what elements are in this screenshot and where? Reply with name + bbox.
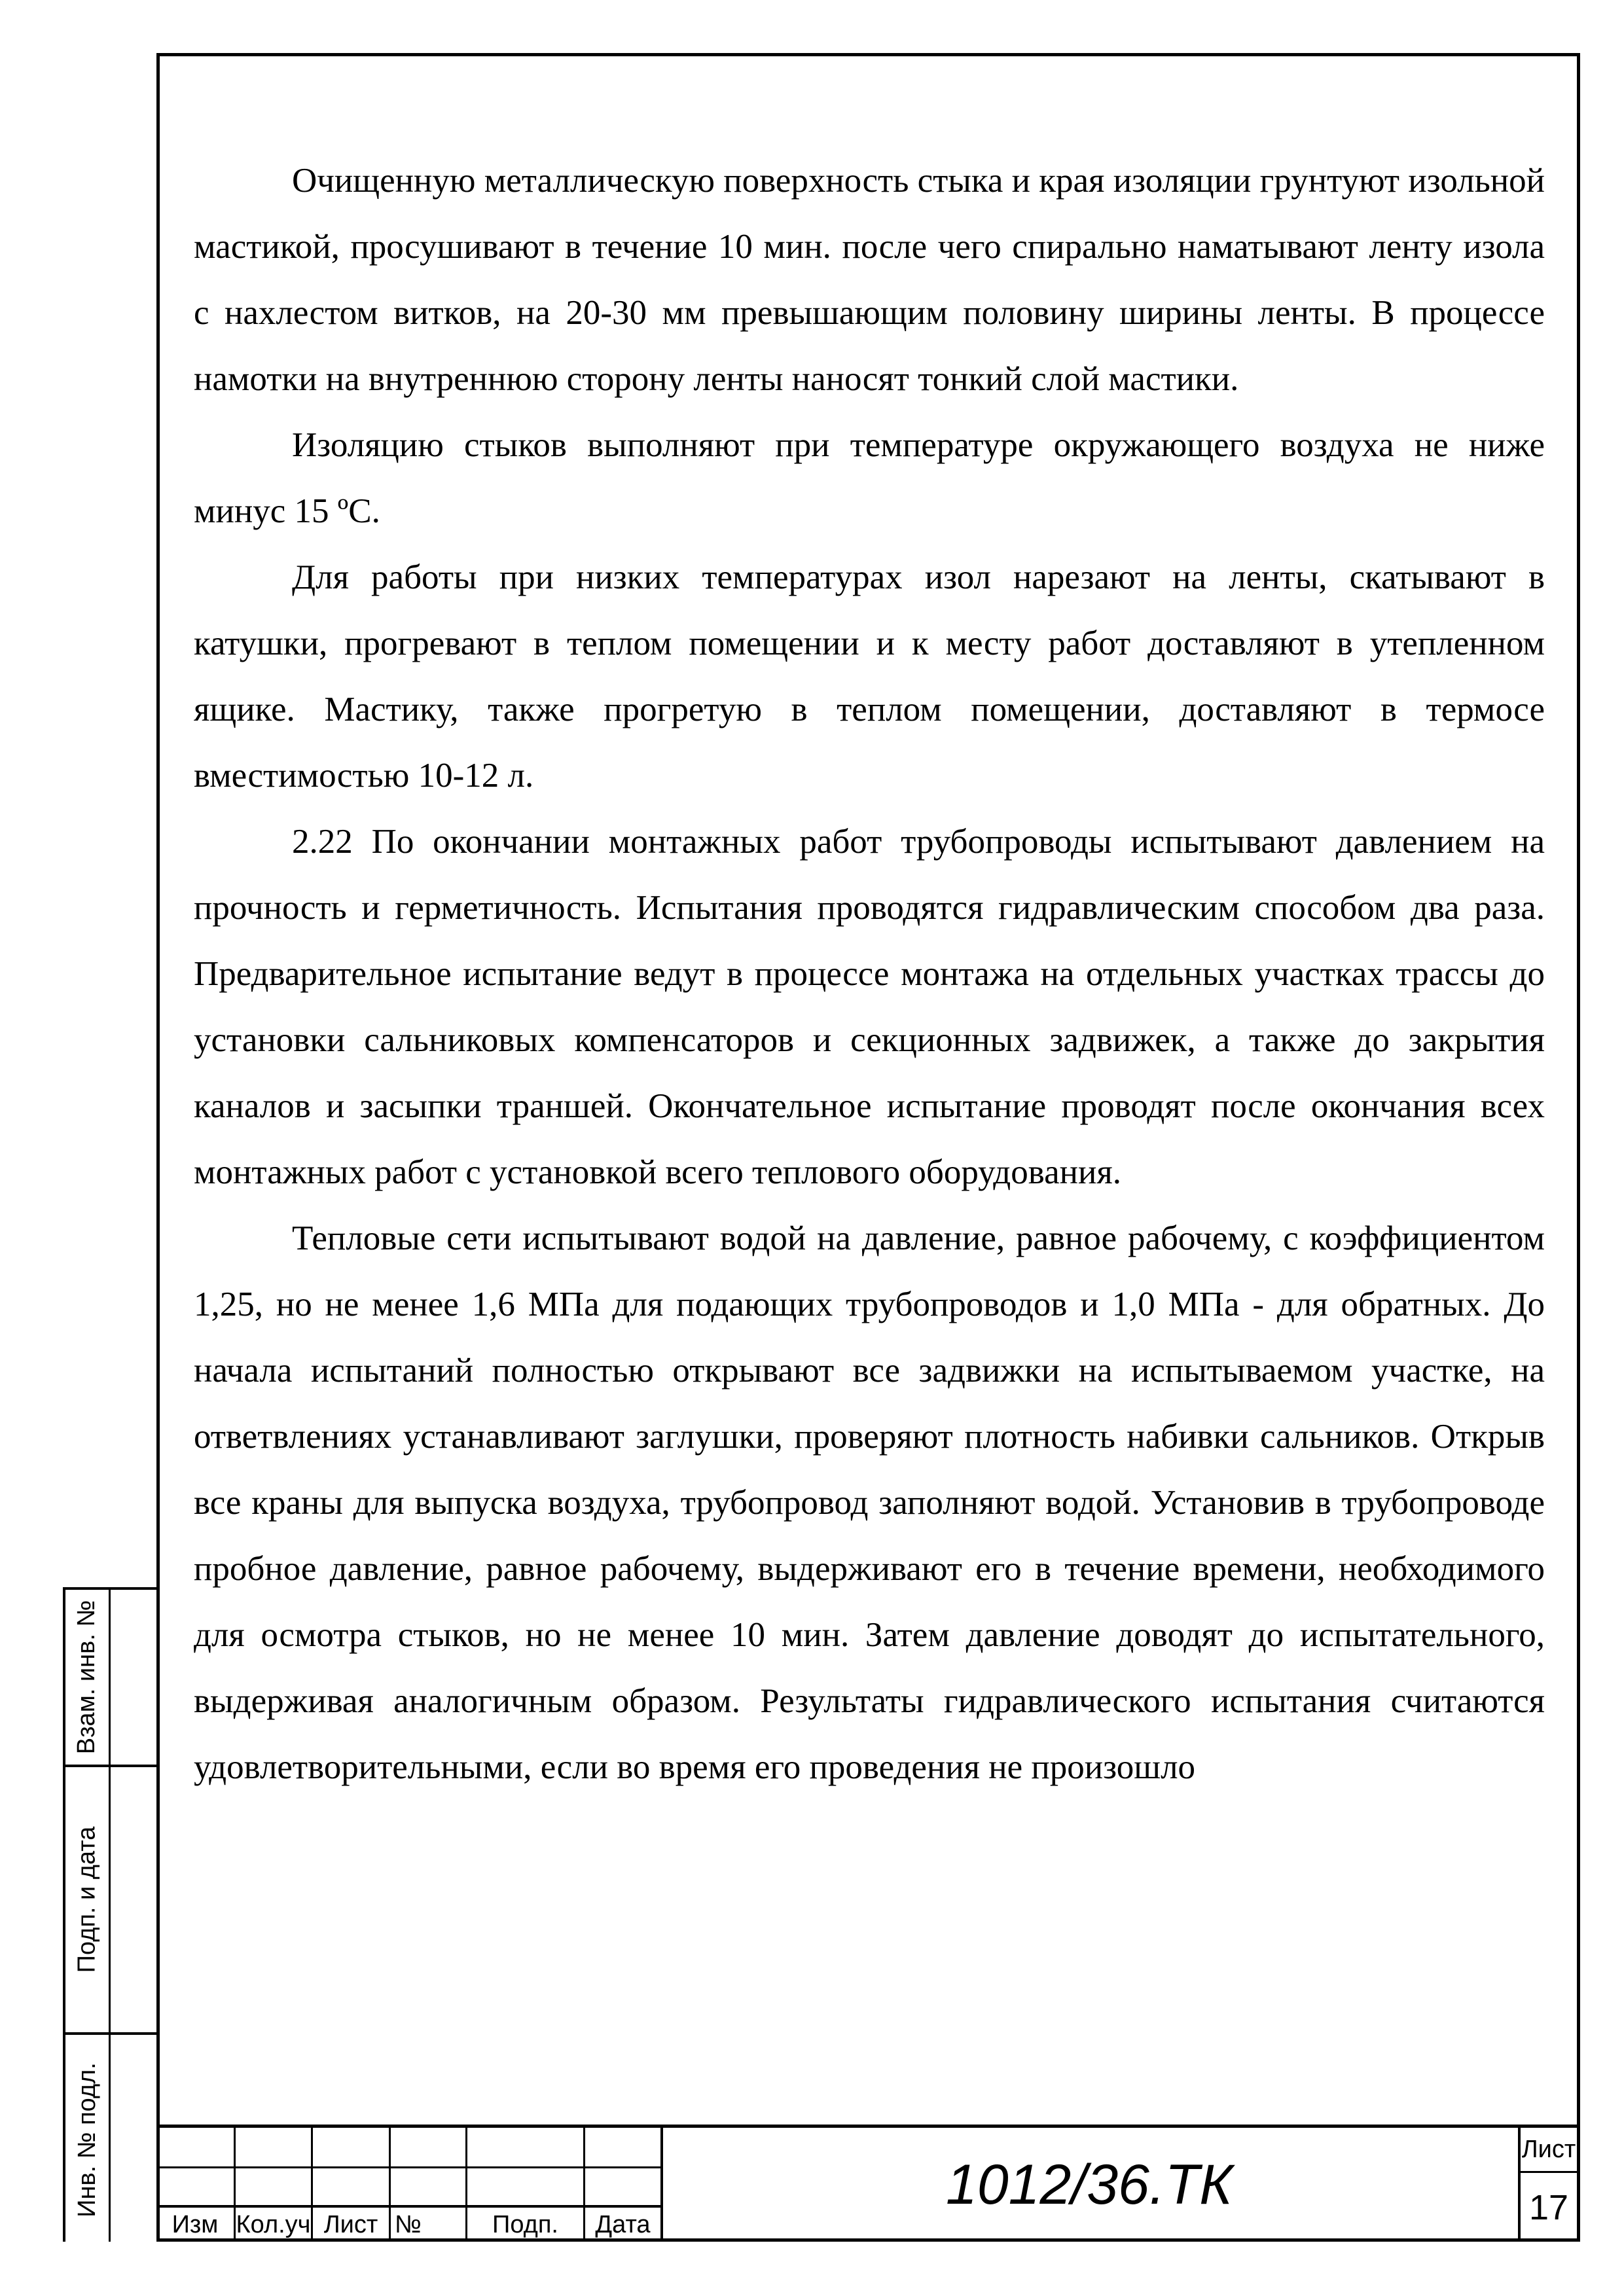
paragraph-5: Тепловые сети испытывают водой на давление, равное рабочему, с коэффициентом 1,25, но не менее 1,6 МПа для подающих трубопроводов и 1,0 МПа - для обратных. До начала испытаний полностью открывают все задвижки на испытываемом участке, на ответвлениях устанавливают заглушки, проверяют плотность набивки сальников. Открыв все краны для выпуска воздуха, трубопровод заполняют водой. Установив в трубопроводе пробное давление, равное рабочему, выдерживают его в течение времени, необходимого для осмотра стыков, но не менее 10 мин. Затем давление доводят до испытательного, выдерживая аналогичным образом. Результаты гидравлического испытания считаются удовлетворительными, если во время его проведения не произошло xyxy=(194,1219,1545,1786)
header-data: Дата xyxy=(595,2210,651,2238)
paragraph-2: Изоляцию стыков выполняют при температуре окружающего воздуха не ниже минус 15 ºС. xyxy=(194,426,1545,530)
header-number: № xyxy=(395,2210,422,2238)
document-body xyxy=(194,148,1545,1801)
header-podp: Подп. xyxy=(492,2210,558,2238)
side-stamp xyxy=(63,1587,156,2242)
sheet-number: 17 xyxy=(1528,2187,1569,2227)
paragraph-4: 2.22 По окончании монтажных работ трубопроводы испытывают давлением на прочность и герметичность. Испытания проводятся гидравлическим способом два раза. Предварительное испытание ведут в процессе монтажа на отдельных участках трассы до установки сальниковых компенсаторов и секционных задвижек, а также до закрытия каналов и засыпки траншей. Окончательное испытание проводят после окончания всех монтажных работ с установкой всего теплового оборудования. xyxy=(194,823,1545,1191)
paragraph-1: Очищенную металлическую поверхность стыка и края изоляции грунтуют изольной мастикой, просушивают в течение 10 мин. после чего спирально наматывают ленту изола с нахлестом витков, на 20-30 мм превышающим половину ширины ленты. В процессе намотки на внутреннюю сторону ленты наносят тонкий слой мастики. xyxy=(194,162,1545,398)
header-izm: Изм xyxy=(171,2210,219,2238)
inv-podl-label: Инв. № подл. xyxy=(73,2062,101,2217)
header-kol-uch: Кол.уч xyxy=(236,2210,311,2238)
document-code: 1012/36.ТК xyxy=(946,2153,1233,2216)
sheet-label: Лист xyxy=(1521,2135,1576,2163)
header-list: Лист xyxy=(323,2210,378,2238)
paragraph-3: Для работы при низких температурах изол нарезают на ленты, скатывают в катушки, прогревают в теплом помещении и к месту работ доставляют в утепленном ящике. Мастику, также прогретую в теплом помещении, доставляют в термосе вместимостью 10-12 л. xyxy=(194,558,1545,795)
title-block xyxy=(156,2125,1580,2242)
podp-data-label: Подп. и дата xyxy=(73,1826,101,1973)
grid-line xyxy=(156,2166,661,2168)
vzam-inv-label: Взам. инв. № xyxy=(73,1600,101,1755)
side-stamp-divider xyxy=(109,1590,111,2242)
